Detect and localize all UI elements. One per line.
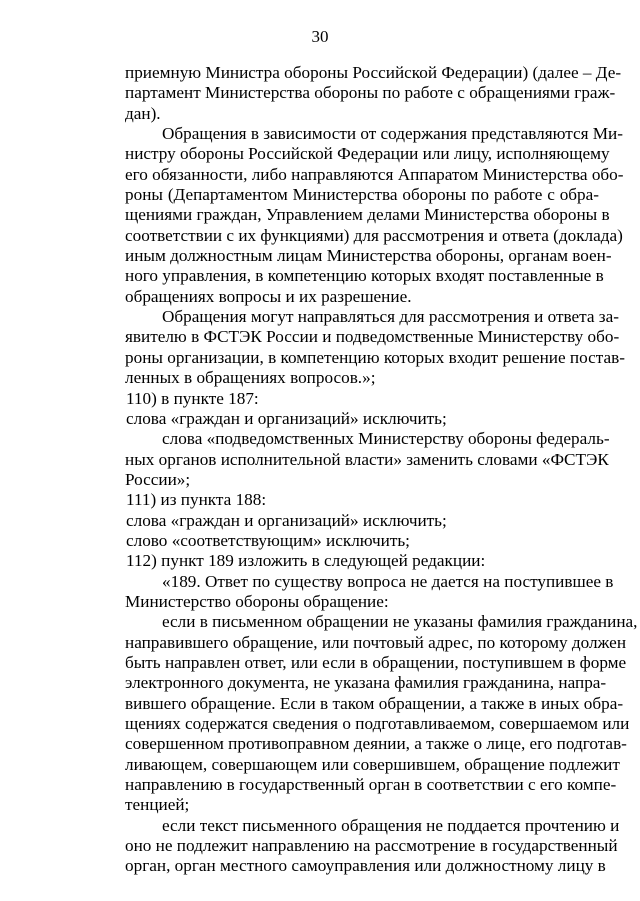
text-line: приемную Министра обороны Российской Федерации) (далее – Де- <box>125 63 622 82</box>
text-line: ных органов исполнительной власти» заменить словами «ФСТЭК <box>125 449 609 469</box>
paragraph <box>89 124 624 307</box>
text-line: тенцией; <box>125 795 190 815</box>
text-line: роны (Департаментом Министерства обороны по работе с обра- <box>125 185 599 205</box>
text-line: обращениях вопросы и их разрешение. <box>125 286 412 306</box>
text-line: щениями граждан, Управлением делами Министерства обороны в <box>125 205 610 225</box>
text-line: слова «подведомственных Министерству обороны федераль- <box>162 429 610 449</box>
text-line: направившего обращение, или почтовый адрес, по которому должен <box>125 632 627 652</box>
list-item: слова «граждан и организаций» исключить; <box>126 510 447 530</box>
text-line: ного управления, в компетенцию которых входят поставленные в <box>125 266 604 286</box>
paragraph <box>89 571 614 613</box>
text-line: ливающем, совершающем или совершившем, обращение подлежит <box>125 754 620 774</box>
paragraph <box>89 429 610 490</box>
text-line: щениях содержатся сведения о подготавливаемом, совершаемом или <box>125 714 630 733</box>
paragraph <box>89 307 625 388</box>
list-item: слова «граждан и организаций» исключить; <box>126 408 447 428</box>
text-line: если в письменном обращении не указаны фамилия гражданина, <box>162 612 638 632</box>
list-item: слово «соответствующим» исключить; <box>126 530 410 550</box>
list-item: 111) из пункта 188: <box>126 490 267 510</box>
text-line: его обязанности, либо направляются Аппаратом Министерства обо- <box>125 164 624 184</box>
text-line: Обращения могут направляться для рассмотрения и ответа за- <box>162 307 619 327</box>
text-line: партамент Министерства обороны по работе с обращениями граж- <box>125 83 616 103</box>
list-item: 110) в пункте 187: <box>126 388 259 408</box>
text-line: дан). <box>125 103 161 123</box>
text-line: оно не подлежит направлению на рассмотрение в государственный <box>125 836 618 856</box>
document-body <box>89 63 638 877</box>
text-line: России»; <box>125 469 191 489</box>
page-number: 30 <box>311 27 329 46</box>
list-item: 112) пункт 189 изложить в следующей редакции: <box>126 551 486 571</box>
text-line: Министерство обороны обращение: <box>125 591 389 611</box>
text-line: «189. Ответ по существу вопроса не дается на поступившее в <box>162 571 614 591</box>
text-line: электронного документа, не указана фамилия гражданина, напра- <box>125 673 607 693</box>
paragraph <box>89 815 620 877</box>
text-line: направлению в государственный орган в соответствии с его компе- <box>125 775 617 795</box>
text-line: ленных в обращениях вопросов.»; <box>125 368 376 388</box>
text-line: быть направлен ответ, или если в обращении, поступившем в форме <box>125 652 627 672</box>
text-line: иным должностным лицам Министерства обороны, органам воен- <box>125 246 612 266</box>
text-line: совершенном противоправном деянии, а также о лице, его подготав- <box>125 734 627 754</box>
paragraph <box>89 612 638 815</box>
text-line: соответствии с их функциями) для рассмотрения и ответа (доклада) <box>125 225 623 245</box>
text-line: вившего обращение. Если в таком обращении, а также в иных обра- <box>125 693 624 713</box>
text-line: Обращения в зависимости от содержания представляются Ми- <box>162 124 623 144</box>
text-line: роны организации, в компетенцию которых входит решение постав- <box>125 347 625 367</box>
text-line: если текст письменного обращения не поддается прочтению и <box>162 815 620 835</box>
paragraph <box>89 63 622 124</box>
text-line: орган, орган местного самоуправления или должностному лицу в <box>125 856 606 876</box>
text-line: явителю в ФСТЭК России и подведомственные Министерству обо- <box>125 327 620 347</box>
text-line: нистру обороны Российской Федерации или лицу, исполняющему <box>125 144 610 164</box>
